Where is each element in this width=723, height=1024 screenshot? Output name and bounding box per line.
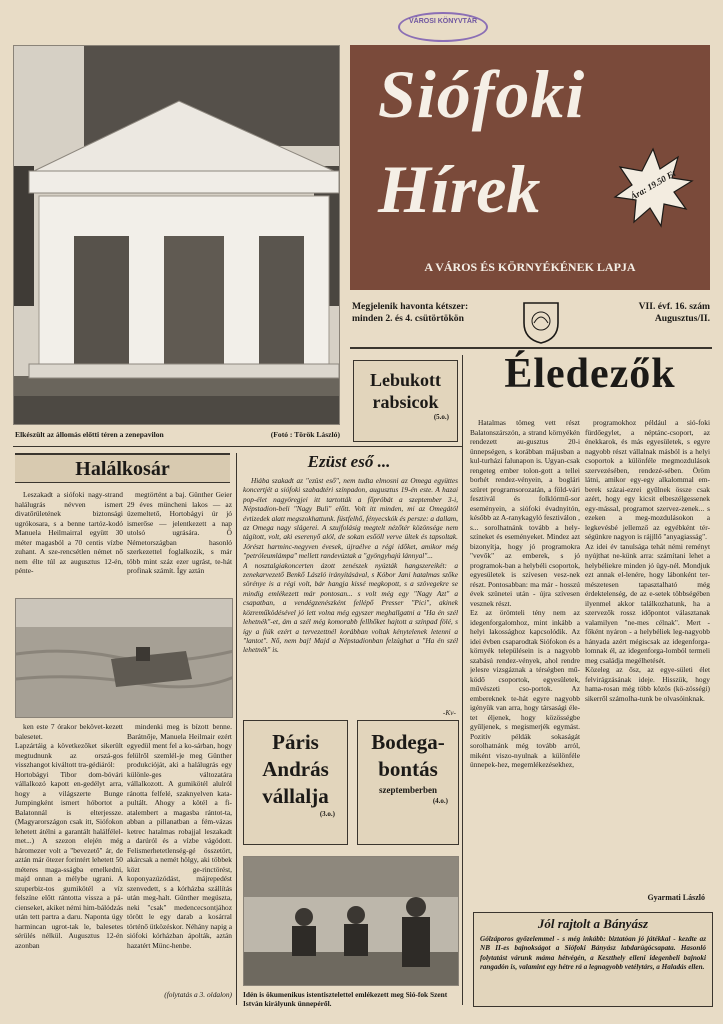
eledezok-col2 bbox=[585, 418, 710, 888]
halalkosar-col1-top bbox=[15, 490, 123, 598]
okumenikus-caption: Idén is ökumenikus istentisztelettel emlékezett meg Sió-fok Szent István királyunk ünnepéről. bbox=[243, 990, 448, 1008]
eledezok-col2-text: programokhoz például a sió-foki fürdőegylet, a néptánc-csoport, az énekkarok, és más egyesületek, s egyre nagyobb részt vállalnak másból is a helyi csoportok a különféle megmozdulások szervezésében, rendezé-sében. Öröm látni, amikor egy-egy alkalommal em-berek százai-ezrei gyűlnek össze csak azért, hogy egy kicsit elbeszélgessenek egy-mással, programot szervez-zenek... s ezeken a meg-mozdulásokon a legkevésbé jellemző az egyébként tér-ségünkre nagyon is rájjllő "anyagiasság". Az idei év tanulsága tehát némi reményt nyújthat ne-künk arra: számítani lehet a helybéliekre minden jó ügy-nél. Mondjuk ezt annak el-lenére, hogy lábonként ter-mészetesen tapasztalható még érdektelenség, de az e-setek többségében ilyenmel akkor találkozhatunk, ha a szervezők rossz időpontot választanak valamilyen "ne-mes célnak". Mert - főként nyáron - a helybéliek leg-nagyobb hányada azért mégiscsak az idegenforga-lomnak él, az idegenforga-lomból termeli meg családja megélhetését. Közeleg az ősz, az egye-sületi élet felvirágzásának ideje. Hisszük, hogy hama-rosan még több közös (kö-zösségi) sikerről számolha-tunk be olvasóinknak. bbox=[585, 418, 710, 703]
ceremony-photo-illustration bbox=[244, 857, 459, 986]
water-photo-illustration bbox=[16, 599, 233, 718]
city-crest bbox=[520, 299, 562, 345]
library-stamp-text: VÁROSI KÖNYVTÁR bbox=[408, 18, 478, 25]
halalkosar-col2-bottom-text: mindenki meg is bízott benne. Barátnője, Manuela Heilmair ezért egyedül ment fel a ko-sárban, hogy felülről szemlél-je meg Günther produkcióját, aki a halálugrás egy különle-ges változatára vállalkozott. A gumikötél alulról ránotta felfelé, szaknyelven kata-pultált. Ahogy a kötél a fi-atalembert a magasba rántot-ta, abban a pillanatban a fém-vázas ketrec hatalmas robajjal leszakadt a darúról és a vízbe vágódott. Felismerhetetlenség-gé összetört, akárcsak a nemét hölgy, aki többek közt ge-rinctörést, koponyazúzódást, májrepedést szenvedett, s a kórházba szállítás után meg-halt. Günther megúszta, neki "csak" medencecsontjához törött le egy darab a kosárral történő ütközéskor. Néhány napig a siófoki kórházban ápolták, aztán hazatért Münc-henbe. bbox=[127, 722, 232, 950]
teaser-paris-line3: vállalja bbox=[262, 784, 329, 808]
teaser-paris-page: (3.o.) bbox=[319, 810, 335, 818]
pavilion-caption: Elkészült az állomás előtti téren a zenepavilon bbox=[15, 430, 164, 439]
halalkosar-photo bbox=[15, 598, 233, 718]
halalkosar-col2-top-text: megtörtént a baj. Günther Geier 29 éves müncheni lakos — az üzemeltető, Hortobágyi úr jó ismerőse — jelentkezett a nap utolsó ugrására. Ő Németországban hasonló szerkezettel foglalkozik, s már több mint száz ezer ugrást, te-hát profinak számít. Így aztán bbox=[127, 490, 232, 575]
halalkosar-continued[interactable]: (folytatás a 3. oldalon) bbox=[164, 990, 232, 999]
banyasz-box[interactable] bbox=[473, 912, 713, 1007]
ezust-body bbox=[243, 476, 458, 710]
teaser-lebukott-page: (5.o.) bbox=[433, 413, 449, 421]
teaser-paris[interactable] bbox=[243, 720, 348, 845]
teaser-lebukott[interactable] bbox=[353, 360, 458, 442]
eledezok-title: Éledezők bbox=[504, 351, 676, 397]
teaser-paris-line1: Páris bbox=[272, 730, 319, 754]
teaser-bodega[interactable] bbox=[357, 720, 459, 845]
halalkosar-header bbox=[15, 453, 230, 483]
pavilion-credit: (Fotó : Török László) bbox=[270, 430, 340, 439]
column-divider-right bbox=[462, 355, 463, 1005]
eledezok-col1-text: Hatalmas tömeg vett részt Balatonszárszón, a strand környékén rendezett au-gusztus 20-i ünnepségen, s korábban májusban a kul-turházi falunapon is. Ugyan-csak rengeteg ember tolon-gott a tellei borhét rendez-vényein, a boglári szüret programsorozatán, a föld-vári fesztivál és folklórmű-sor eseményein, a siófoki évadnyitón, később az A-ranykagyló fesztiválon , s... sorolhatnánk tovább a hely-színeket és eseményeket. Mindez azt bizonyítja, hogy jó programokra "vevők" az emberek, s jó programok-ban a helybéli csoportok, egyesületek is szívesen vesz-nek részt. Pontosabban: ma már - hosszú évek szünetei után - újra szívesen vesznek részt. Ez az örömteli tény nem az idegenforgalomhoz, mint inkább a helyi lakossághoz kapcsolódik. Az idei évben csaparodtak Siófokon és a környék településein is a nagyobb szabású rendez-vények, ahol rendre jelesre vizsgáznak a térségben mű-ködő csoportok, egyesületek, művészeti cso-portok. Az embereknek te-hát egyre nagyobb igényük van arra, hogy társasági éle-tet éljenek, hogy közösségbe gyűljenek, s megismerjék egymást. Pozitív példák sokaságát sorolhatnánk még tovább arról, miként viszo-nyulnak a különféle ünnepek-hez, megemlékezésekhez, bbox=[470, 418, 580, 769]
ezust-signature: -Kv- bbox=[442, 708, 456, 717]
ezust-body-text: Hiába szakadt az "ezüst eső", nem tudta elmosni az Omega együttes koncertjét a siófoki szabadtéri színpadon, augusztus 19-én este. A hazai pop-élet nagyöregjei itt tartották a főpróbát a szeptember 3-i, Népstadion-beli "Nagy Buli" előtt. Volt itt minden, mi az Omegától évtizedek alatt megszokhattunk. füstfelhő, fényecskók és persze: a dallam, az Omega nagy slágerei. A szujfolásig megtelt nézőtér közönsége nem tágított, volt, aki eserenyő alól, de sokan esőöll verve ültek és tapsoltak. Jórészt harminc-negyven évesek, újraélve a régi időket, amikor még "petróleumlámpa" mellett randevúztak a "gyöngyhajú lánnyal"... A nosztalgiakoncerten ázott zenészek nyúzták hangszereikét: a zenekarvezető Benkő László irányításával, s Kóbor Jani hatalmas szőke sörénye is a régi volt, bár hangja kissé megkopott, s a szövegekre se mindig emlékezett már pontosan... s volt még egy "Nagy Azt" a csapatban, a vendégzenészként fellépő Presser "Pici", akinek közreműködésével jó lett volna még egyszer meghallgatni a "Ha én szél lehetnék"-et, ám a szél még komorabb fellhőket hajtott a színpad fölé, s így a fiúk ezért a tervezettnél korábban voltak kénytelenek letenni a "lantot". Nő, nem baj! Majd a Népstadionban felzúghat a "Ha én szél lehetnék" is. bbox=[243, 476, 458, 655]
halalkosar-col2-bottom bbox=[127, 722, 232, 990]
teaser-lebukott-line1: Lebukott bbox=[369, 370, 441, 390]
crest-icon bbox=[520, 299, 562, 345]
halalkosar-col2-top bbox=[127, 490, 232, 598]
teaser-bodega-line3: szeptemberben bbox=[379, 785, 437, 795]
column-divider-left bbox=[236, 453, 237, 1005]
teaser-bodega-line1: Bodega- bbox=[371, 730, 445, 754]
section-rule-top bbox=[13, 446, 463, 447]
halalkosar-title: Halálkosár bbox=[75, 458, 170, 480]
halalkosar-col1-bottom bbox=[15, 722, 123, 1002]
banyasz-body: Gólzáporos győzelemmel - s még inkább: biztatóan jó játékkal - kezdte az NB II-es bajnokságot a Siófoki Bányász labdarúgócsapata. Hasonló folytatást várunk máma hétvégén, a Keszthely elleni idegenbeli bajnoki rangadón is, valamint egy hétre rá a legnagyobb vetélytárs, a Haladás ellen. bbox=[480, 935, 706, 972]
issue-line2: Augusztus/II. bbox=[654, 313, 710, 324]
masthead-subtitle: A VÁROS ÉS KÖRNYÉKÉNEK LAPJA bbox=[424, 260, 636, 274]
publication-info bbox=[352, 301, 517, 325]
eledezok-col1 bbox=[470, 418, 580, 903]
teaser-bodega-line2: bontás bbox=[378, 757, 438, 781]
pavilion-illustration bbox=[14, 46, 340, 425]
masthead-rule bbox=[350, 347, 712, 349]
pavilion-photo bbox=[13, 45, 340, 425]
eledezok-signature: Gyarmati László bbox=[647, 893, 705, 902]
teaser-bodega-page: (4.o.) bbox=[432, 797, 448, 805]
banyasz-title: Jól rajtolt a Bányász bbox=[537, 916, 649, 931]
teaser-lebukott-line2: rabsicok bbox=[372, 392, 439, 412]
halalkosar-col1-bottom-text: ken este 7 órakor bekövet-kezett balesetet. Lapzártáig a következőket sikerült megtudnunk az orszá-gos visszhangot kiváltott tra-gédiáról: Hortobágyi Tibor dom-bóvári vállalkozó kapott en-gedélyt arra, hogy a világszerte Bunge Jumpingként ismert hóbortot a Balatonnál is elterjessze. (Magyarországon csak itt, Siófokon lehetett átélni a garantált halálfélel-met...) A szezon elején még háromezer volt a "bevezető" ár, de aztán már ötezer forintért lehetett 50 méteres maga-sságba emelkedni, majd onnan a mélybe ugrani. A szuperbiz-tos gumikötél a víz felszíne előtt rántotta vissza a pá-cienseket, akiket némi him-bálódzás után tett partra a daru. Naponta úgy harmincan ugrot-tak le, balesetes sérülés nélkül. Augusztus 12-én azonban bbox=[15, 722, 123, 950]
teaser-paris-line2: András bbox=[262, 757, 329, 781]
issue-line1: VII. évf. 16. szám bbox=[638, 301, 710, 312]
masthead-title-line2: Hírek bbox=[378, 151, 541, 227]
masthead-banner bbox=[350, 45, 710, 290]
publication-line1: Megjelenik havonta kétszer: bbox=[352, 301, 469, 312]
okumenikus-photo bbox=[243, 856, 459, 986]
masthead-title-line1: Siófoki bbox=[378, 56, 586, 132]
halalkosar-col1-top-text: Leszakadt a siófoki nagy-strand halálugrás névven ismert divatőrületének biztonsági ugrókosara, s a benne tartóz-kodó Manuela Heilmairral együtt 30 méter magasból a 70 centis vízbe zuhant. A sze-rencsétlen német nő nem élte túl az augusztus 12-én, pénte- bbox=[15, 490, 123, 575]
price-badge bbox=[612, 147, 694, 229]
issue-info bbox=[575, 301, 710, 325]
price-text: Ára: 19.50 Ft bbox=[628, 168, 678, 202]
library-stamp bbox=[398, 12, 488, 42]
ezust-title: Ezüst eső ... bbox=[307, 452, 391, 471]
publication-line2: minden 2. és 4. csütörtökön bbox=[352, 313, 464, 324]
